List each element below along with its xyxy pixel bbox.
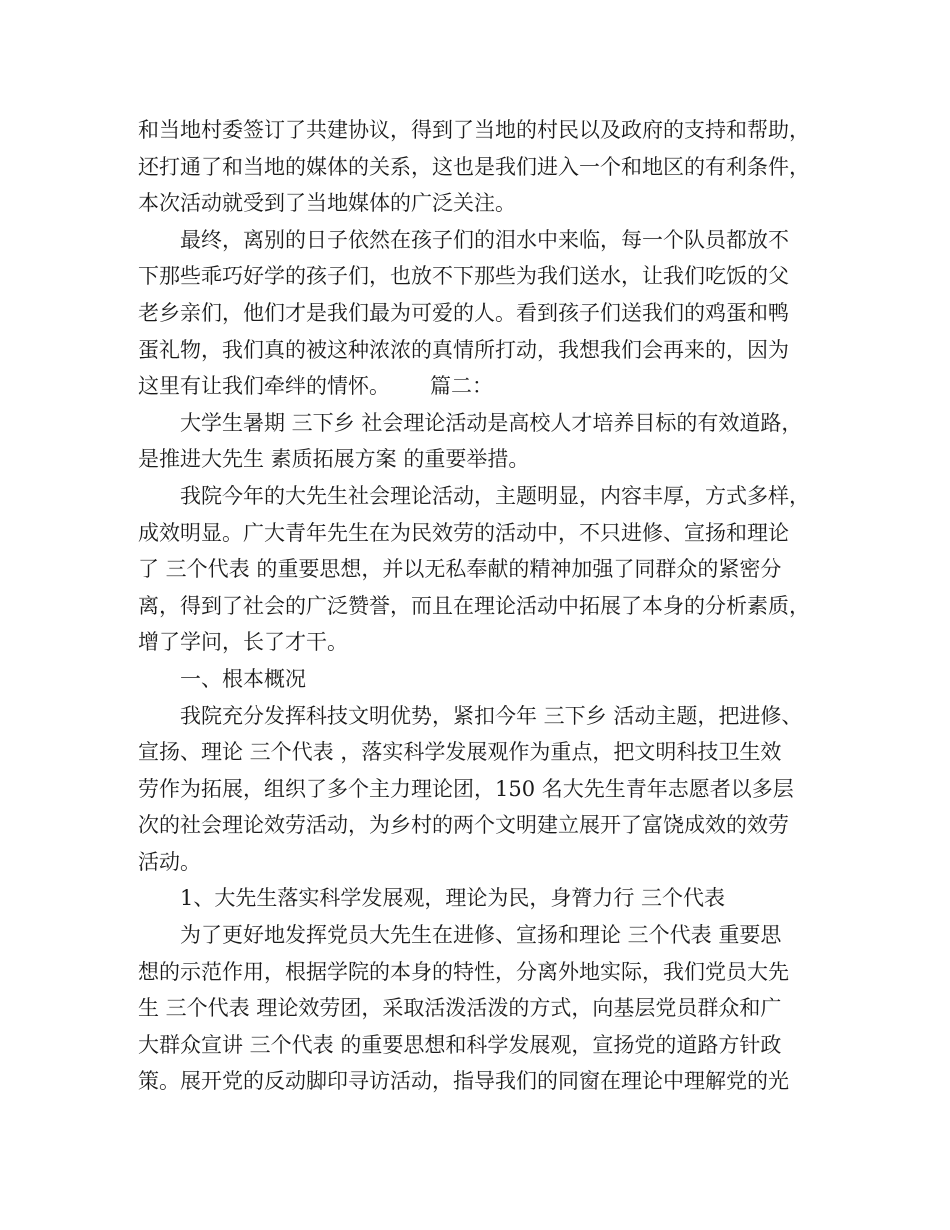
paragraph-start-line: 大学生暑期 三下乡 社会理论活动是高校人才培养目标的有效道路，: [180, 410, 803, 435]
text-line: 生 三个代表 理论效劳团，采取活泼活泼的方式，向基层党员群众和广: [138, 996, 782, 1021]
text-line: 这里有让我们牵绊的情怀。 篇二：: [138, 374, 494, 399]
text-line: 想的示范作用，根据学院的本身的特性，分离外地实际，我们党员大先: [138, 959, 789, 984]
text-line: 老乡亲们，他们才是我们最为可爱的人。看到孩子们送我们的鸡蛋和鸭: [138, 300, 789, 325]
paragraph-start-line: 一、根本概况: [180, 666, 306, 691]
text-line: 下那些乖巧好学的孩子们，也放不下那些为我们送水，让我们吃饭的父: [138, 264, 789, 289]
text-line: 劳作为拓展，组织了多个主力理论团，150 名大先生青年志愿者以多层: [138, 776, 794, 801]
text-line: 宣扬、理论 三个代表 ，落实科学发展观作为重点，把文明科技卫生效: [138, 740, 782, 765]
paragraph-start-line: 为了更好地发挥党员大先生在进修、宣扬和理论 三个代表 重要思: [180, 923, 782, 948]
text-line: 离，得到了社会的广泛赞誉，而且在理论活动中拓展了本身的分析素质，: [138, 593, 810, 618]
text-line: 大群众宣讲 三个代表 的重要思想和科学发展观，宣扬党的道路方针政: [138, 1032, 782, 1057]
document-body: [138, 112, 838, 1100]
text-line: 增了学问，长了才干。: [138, 630, 348, 655]
text-line: 是推进大先生 素质拓展方案 的重要举措。: [138, 447, 530, 472]
text-line: 策。展开党的反动脚印寻访活动，指导我们的同窗在理论中理解党的光: [138, 1069, 789, 1094]
text-line: 本次活动就受到了当地媒体的广泛关注。: [138, 191, 516, 216]
paragraph-start-line: 1、大先生落实科学发展观，理论为民，身膂力行 三个代表: [180, 886, 726, 911]
text-line: 了 三个代表 的重要思想，并以无私奉献的精神加强了同群众的紧密分: [138, 557, 782, 582]
text-line: 和当地村委签订了共建协议，得到了当地的村民以及政府的支持和帮助，: [138, 118, 810, 142]
paragraph-start-line: 最终，离别的日子依然在孩子们的泪水中来临，每一个队员都放不: [180, 227, 789, 252]
text-line: 活动。: [138, 849, 201, 874]
text-line: 次的社会理论效劳活动，为乡村的两个文明建立展开了富饶成效的效劳: [138, 813, 789, 838]
text-line: 成效明显。广大青年先生在为民效劳的活动中，不只进修、宣扬和理论: [138, 520, 789, 545]
paragraph-start-line: 我院今年的大先生社会理论活动，主题明显，内容丰厚，方式多样，: [180, 483, 810, 508]
text-line: 蛋礼物，我们真的被这种浓浓的真情所打动，我想我们会再来的，因为: [138, 337, 789, 362]
paragraph-start-line: 我院充分发挥科技文明优势，紧扣今年 三下乡 活动主题，把进修、: [180, 703, 803, 728]
text-line: 还打通了和当地的媒体的关系，这也是我们进入一个和地区的有利条件，: [138, 154, 810, 179]
